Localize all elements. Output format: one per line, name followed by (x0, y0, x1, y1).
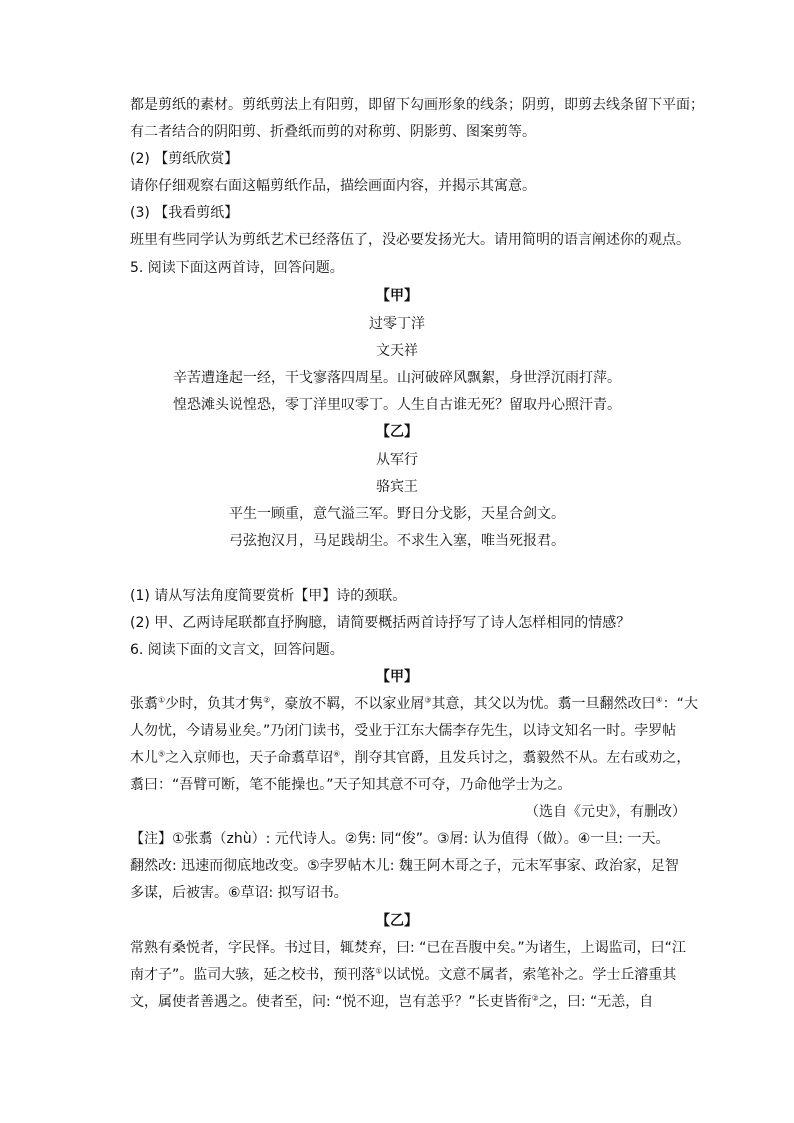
text-a-line-1-part: ，豪放不羁，不以家业屑 (270, 696, 425, 712)
text-b-line-2 (130, 965, 676, 985)
text-b-line-1: 常熟有桑悦者，字民怿。书过目，辄焚弃，曰: “已在吾腹中矣。”为诸生，上谒监司，曰“江 (130, 940, 686, 956)
note-marker: ② (263, 695, 271, 705)
q6-prompt: 6. 阅读下面的文言文，回答问题。 (130, 642, 344, 658)
text-b-line-3-part: 之，曰: “无恙，自 (538, 994, 654, 1010)
note-marker: ③ (424, 695, 432, 705)
text-b-line-3-part: 文，属使者善遇之。使者至，问: “悦不迎，岂有恙乎？”长吏皆衔 (130, 994, 532, 1010)
text-b-tag: 【乙】 (376, 913, 418, 929)
q4-sub3-title: (3) 【我看剪纸】 (130, 205, 239, 221)
note-marker: ② (531, 993, 539, 1003)
poem-a-line-2: 惶恐滩头说惶恐，零丁洋里叹零丁。人生自古谁无死？留取丹心照汗青。 (173, 397, 621, 413)
text-a-line-1-part: 少时，负其才隽 (165, 696, 264, 712)
q4-sub3-text: 班里有些同学认为剪纸艺术已经落伍了，没必要发扬光大。请用简明的语言阐述你的观点。 (130, 232, 690, 248)
notes-line-1: 【注】①张翥（zhù）: 元代诗人。②隽: 同“俊”。③屑: 认为值得（做）。④一旦: 一天。 (130, 831, 670, 847)
q5-sub1: (1) 请从写法角度简要赏析【甲】诗的颈联。 (130, 588, 407, 604)
poem-a-line-1: 辛苦遭逢起一经，干戈寥落四周星。山河破碎风飘絮，身世浮沉雨打萍。 (173, 370, 621, 386)
poem-a-tag: 【甲】 (376, 288, 418, 304)
intro-line-1: 都是剪纸的素材。剪纸剪法上有阳剪，即留下勾画形象的线条；阴剪，即剪去线条留下平面； (130, 97, 704, 113)
q5-sub2: (2) 甲、乙两诗尾联都直抒胸臆，请简要概括两首诗抒写了诗人怎样相同的情感？ (130, 615, 631, 631)
note-marker: ④ (655, 695, 663, 705)
q5-prompt: 5. 阅读下面这两首诗，回答问题。 (130, 260, 344, 276)
text-b-line-3 (130, 992, 653, 1012)
q4-sub2-text: 请你仔细观察右面这幅剪纸作品，描绘画面内容，并揭示其寓意。 (130, 178, 536, 194)
text-a-line-1-part: 其意，其父以为忧。翥一旦翻然改曰 (431, 696, 656, 712)
notes-line-2: 翻然改: 迅速而彻底地改变。⑤孛罗帖木儿: 魏王阿木哥之子，元末军事家、政治家，足智 (130, 858, 679, 874)
poem-b-line-1: 平生一顾重，意气溢三军。野日分戈影，天星合剑文。 (229, 506, 565, 522)
text-a-line-4: 翥曰：“吾臂可断，笔不能操也。”天子知其意不可夺，乃命他学士为之。 (130, 777, 572, 793)
note-marker: ⑤ (158, 749, 166, 759)
poem-a-author: 文天祥 (376, 343, 418, 359)
intro-line-2: 有二者结合的阴阳剪、折叠纸而剪的对称剪、阴影剪、图案剪等。 (130, 124, 536, 140)
notes-line-3: 多谋，后被害。⑥草诏: 拟写诏书。 (130, 885, 348, 901)
poem-a-title: 过零丁洋 (369, 316, 425, 332)
text-a-line-1 (130, 694, 698, 714)
note-marker: ⑥ (333, 749, 341, 759)
text-a-line-3-part: ，削夺其官爵，且发兵讨之，翥毅然不从。左右或劝之， (340, 750, 691, 766)
poem-b-title: 从军行 (376, 452, 418, 468)
text-a-line-3-part: 之入京师也，天子命翥草诏 (165, 750, 334, 766)
poem-b-author: 骆宾王 (376, 479, 418, 495)
text-a-line-1-part: ：“大 (662, 696, 698, 712)
text-a-line-3-part: 木儿 (130, 750, 158, 766)
poem-b-tag: 【乙】 (376, 424, 418, 440)
text-b-line-2-part: 南才子”。监司大骇，延之校书，预刊落 (130, 967, 376, 983)
text-a-line-2: 人勿忧，今请易业矣。”乃闭门读书，受业于江东大儒李存先生，以诗文知名一时。孛罗帖 (130, 723, 677, 739)
poem-b-line-2: 弓弦抱汉月，马足践胡尘。不求生入塞，唯当死报君。 (229, 533, 565, 549)
text-a-tag: 【甲】 (376, 669, 418, 685)
text-a-line-1-part: 张翥 (130, 696, 158, 712)
text-b-line-2-part: 以试悦。文意不属者，索笔补之。学士丘濬重其 (382, 967, 677, 983)
note-marker: ① (158, 695, 166, 705)
text-a-source: （选自《元史》，有删改） (525, 804, 686, 820)
note-marker: ① (375, 966, 383, 976)
q4-sub2-title: (2) 【剪纸欣赏】 (130, 151, 239, 167)
text-a-line-3 (130, 748, 690, 768)
